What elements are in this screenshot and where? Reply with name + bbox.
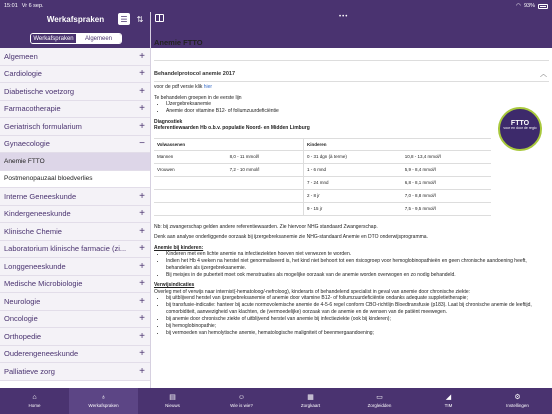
sidebar-list: [0, 48, 151, 381]
table-row: [154, 189, 491, 202]
list-item: • bij uitblijvend herstel van ijzergebreksanemie of anemie door vitamine B12- of foliumzuurdeficiëntie ondanks adequate suppletietherapie;: [166, 295, 549, 302]
pdf-link[interactable]: hier: [203, 84, 213, 90]
sort-icon[interactable]: ⇅: [136, 14, 144, 24]
sidebar-item-algemeen[interactable]: [0, 48, 151, 66]
battery-icon: [538, 4, 548, 9]
table-header-row: [154, 138, 491, 151]
list-item: • bij transfusie-indicatie: hanteer bij acute normovolemische anemie de 4-5-6 regel conform CBO-richtlijn Bloedtransfusie (p183). Laat bij chronische anemie de leeftijd, comorbiditeit, aanwezigheid van klachten, de (vermoedelijke) oorzaak van de anemie en de wensen van de patiënt meewegen.: [166, 302, 549, 315]
sidebar-item-label: Laboratorium klinische farmacie (zi...: [4, 244, 127, 254]
plus-icon[interactable]: +: [139, 103, 145, 115]
sidebar-toggle-icon[interactable]: [155, 14, 164, 22]
pdf-line: [154, 84, 549, 91]
sidebar-item-orthopedie[interactable]: [0, 328, 151, 346]
pdf-prefix: voor de pdf versie klik: [154, 84, 204, 90]
map-icon: ▦: [307, 394, 314, 401]
verw-title: Verwijsindicaties: [154, 282, 195, 289]
tab-bar: [0, 388, 552, 414]
sidebar-item-kindergeneeskunde[interactable]: [0, 206, 151, 224]
list-item: • Anemie door vitamine B12- of foliumzuurdeficiëntie: [166, 108, 549, 115]
plus-icon[interactable]: +: [139, 85, 145, 97]
status-date: Vr 6 sep.: [21, 3, 44, 9]
sidebar-item-label: Oncologie: [4, 314, 38, 324]
gear-icon: ⚙: [514, 394, 521, 401]
table-cell: 6,8 - 8,1 mmol/l: [402, 177, 491, 190]
sidebar-item-farmacotherapie[interactable]: [0, 101, 151, 119]
note-analysis: Denk aan analyse onderliggende oorzaak bij ijzergebreksanemie zie NHG-standaard Anemie en DTO onderwijsprogramma.: [154, 234, 428, 241]
person-icon: ☺: [237, 394, 246, 401]
plus-icon[interactable]: +: [139, 348, 145, 360]
table-cell: Mannen: [154, 151, 227, 164]
table-cell: [154, 189, 227, 202]
ref-title: Referentiewaarden Hb o.b.v. populatie Noord- en Midden Limburg: [154, 125, 310, 131]
reference-table: [154, 138, 491, 216]
megaphone-icon: ◢: [445, 394, 452, 401]
sidebar-item-geriatrisch-formularium[interactable]: [0, 118, 151, 136]
tab-home[interactable]: [0, 388, 69, 414]
table-cell: [227, 189, 304, 202]
tab-zorgleidden[interactable]: [345, 388, 414, 414]
plus-icon[interactable]: +: [139, 68, 145, 80]
page-title: Anemie FTTO: [154, 38, 203, 47]
list-item: • bij vermoeden van hemolytische anemie, hematologische maligniteit of beenmergaandoening;: [166, 330, 549, 337]
table-cell: 2 - 8 jr: [304, 189, 402, 202]
groups-intro: Te behandelen groepen in de eerste lijn: [154, 94, 242, 101]
sidebar-item-label: Geriatrisch formularium: [4, 121, 82, 131]
table-cell: [227, 202, 304, 215]
tab-label: Nieuws: [165, 403, 180, 408]
kids-title: Anemie bij kinderen:: [154, 244, 204, 251]
sidebar-item-anemie-ftto[interactable]: [0, 153, 151, 171]
table-cell: 7,5 - 9,5 mmol/l: [402, 202, 491, 215]
tab-label: Zorgleidden: [367, 403, 392, 408]
sidebar-item-longgeneeskunde[interactable]: [0, 258, 151, 276]
verw-list: [166, 295, 549, 336]
note-pregnancy: Nb: bij zwangerschap gelden andere referentiewaarden. Zie hiervoor NHG standaard Zwangerschap.: [154, 223, 378, 230]
sidebar-item-label: Klinische Chemie: [4, 226, 62, 236]
tab-zorgkaart[interactable]: [276, 388, 345, 414]
tab-label: Home: [28, 403, 41, 408]
sidebar-item-label: Longgeneeskunde: [4, 261, 66, 271]
sidebar-title: Werkafspraken: [46, 15, 105, 24]
sidebar-item-interne-geneeskunde[interactable]: [0, 188, 151, 206]
plus-icon[interactable]: +: [139, 365, 145, 377]
home-icon: ⌂: [32, 394, 37, 401]
divider: [154, 60, 549, 61]
plus-icon[interactable]: +: [139, 295, 145, 307]
chevron-up-icon[interactable]: ︿: [540, 71, 547, 78]
segment-control: [30, 33, 122, 44]
logo-title: FTTO: [510, 120, 530, 127]
list-item: • Kinderen met een lichte anemie na infectieziekten hoeven niet verwezen te worden.: [166, 251, 549, 258]
wifi-icon: ◠: [516, 3, 521, 9]
sidebar-item-label: Ouderengeneeskunde: [4, 349, 79, 359]
table-cell: [154, 177, 227, 190]
sidebar-item-label: Medische Microbiologie: [4, 279, 83, 289]
column-header: [227, 138, 304, 151]
more-dots-icon[interactable]: •••: [339, 14, 349, 20]
sidebar-item-label: Postmenopauzaal bloedverlies: [4, 175, 93, 183]
list-view-icon[interactable]: ☰: [118, 13, 130, 25]
sidebar-item-ouderengeneeskunde[interactable]: [0, 346, 151, 364]
plus-icon[interactable]: +: [139, 243, 145, 255]
tab-label: Instellingen: [506, 403, 529, 408]
tab-label: Zorgkaart: [300, 403, 321, 408]
plus-icon[interactable]: +: [139, 330, 145, 342]
table-cell: 9 - 15 jr: [304, 202, 402, 215]
tab-werkafspraken[interactable]: [69, 388, 138, 414]
list-item: • bij anemie door chronische ziekte of uitblijvend herstel van anemie bij infectieziekte (ook bij kinderen);: [166, 316, 549, 323]
sidebar-header: [0, 12, 150, 48]
plus-icon[interactable]: +: [139, 313, 145, 325]
list-item: • IJzergebreksanemie: [166, 101, 549, 108]
list-item: • Indien het Hb 4 weken na herstel niet genormaliseerd is, het kind niet behoort tot een risicogroep voor hemoglobinopathieën en geen chronische aandoening heeft, behandelen als ijzergebreksanemie.: [166, 258, 549, 271]
sidebar-item-medische-microbiologie[interactable]: [0, 276, 151, 294]
sidebar-item-label: Cardiologie: [4, 69, 42, 79]
sidebar-item-label: Kindergeneeskunde: [4, 209, 71, 219]
table-cell: Vrouwen: [154, 164, 227, 177]
plus-icon[interactable]: +: [139, 278, 145, 290]
status-time: 15:01: [4, 3, 18, 9]
verw-intro: Overleg met of verwijs naar internist(-hematoloog/-nefroloog), kinderarts of behandelend specialist in geval van anemie door chronische ziekte:: [154, 288, 470, 295]
battery-percentage: 93%: [523, 3, 535, 9]
table-cell: 7 - 24 mnd: [304, 177, 402, 190]
sidebar-item-postmenopauzaal-bloedverlies[interactable]: [0, 171, 151, 189]
column-header: Volwassenen: [154, 138, 227, 151]
sidebar-item-label: Algemeen: [4, 51, 38, 61]
bed-icon: ▭: [376, 394, 383, 401]
stethoscope-icon: ♁: [100, 394, 107, 401]
list-item: • Bij meisjes in de puberteit moet ook menstruaties als mogelijke oorzaak van de anemie worden overwogen en zo nodig behandeld.: [166, 272, 549, 279]
plus-icon[interactable]: +: [139, 225, 145, 237]
minus-icon[interactable]: −: [139, 138, 145, 150]
sidebar-item-label: Diabetische voetzorg: [4, 86, 75, 96]
table-cell: [154, 202, 227, 215]
sidebar-item-gynaecologie[interactable]: [0, 136, 151, 154]
sidebar-item-neurologie[interactable]: [0, 293, 151, 311]
table-cell: 8,0 - 11 mmol/l: [227, 151, 304, 164]
news-icon: ▤: [169, 394, 176, 401]
column-header: Kinderen: [304, 138, 402, 151]
sidebar-item-label: Anemie FTTO: [4, 157, 45, 165]
diagnostiek-title: Diagnostiek: [154, 118, 183, 125]
list-item: • bij hemoglobinopathie;: [166, 323, 549, 330]
tab-wie-is-wie[interactable]: [207, 388, 276, 414]
table-row: [154, 151, 491, 164]
status-bar: [0, 0, 552, 12]
sidebar-item-cardiologie[interactable]: [0, 66, 151, 84]
table-cell: [227, 177, 304, 190]
sidebar-item-laboratorium-klinische-farmacie-zi[interactable]: [0, 241, 151, 259]
segment-algemeen[interactable]: Algemeen: [76, 34, 121, 43]
content-pane: [151, 12, 552, 388]
table-cell: 5,9 - 8,4 mmol/l: [402, 164, 491, 177]
logo-subtitle: voor en door de regio: [503, 126, 537, 130]
tab-tim[interactable]: [414, 388, 483, 414]
table-cell: 10,8 - 13,4 mmol/l: [402, 151, 491, 164]
table-cell: 1 - 6 mnd: [304, 164, 402, 177]
tab-label: Werkafspraken: [88, 403, 119, 408]
sidebar-item-label: Palliatieve zorg: [4, 366, 55, 376]
groups-list: [166, 101, 549, 115]
segment-werkafspraken[interactable]: Werkafspraken: [31, 34, 76, 43]
plus-icon[interactable]: +: [139, 260, 145, 272]
sidebar-item-oncologie[interactable]: [0, 311, 151, 329]
kids-list: [166, 251, 549, 278]
content-body: [154, 84, 549, 337]
column-header: [402, 138, 491, 151]
tab-label: Wie is wie?: [230, 403, 253, 408]
table-cell: 7,2 - 10 mmol/l: [227, 164, 304, 177]
tab-label: TIM: [444, 403, 453, 408]
sidebar-item-klinische-chemie[interactable]: [0, 223, 151, 241]
sidebar-item-label: Farmacotherapie: [4, 104, 61, 114]
sidebar-item-diabetische-voetzorg[interactable]: [0, 83, 151, 101]
section-title[interactable]: Behandelprotocol anemie 2017: [154, 71, 235, 77]
tab-nieuws[interactable]: [138, 388, 207, 414]
table-row: [154, 177, 491, 190]
sidebar-item-palliatieve-zorg[interactable]: [0, 363, 151, 381]
table-cell: 0 - 31 dgn (à terme): [304, 151, 402, 164]
plus-icon[interactable]: +: [139, 190, 145, 202]
tab-instellingen[interactable]: [483, 388, 552, 414]
table-row: [154, 202, 491, 215]
content-header: [151, 12, 552, 48]
plus-icon[interactable]: +: [139, 120, 145, 132]
divider: [154, 81, 549, 82]
sidebar-item-label: Neurologie: [4, 296, 41, 306]
sidebar-item-label: Orthopedie: [4, 331, 42, 341]
sidebar-item-label: Interne Geneeskunde: [4, 191, 77, 201]
table-row: [154, 164, 491, 177]
plus-icon[interactable]: +: [139, 208, 145, 220]
sidebar-item-label: Gynaecologie: [4, 139, 50, 149]
table-cell: 7,0 - 8,8 mmol/l: [402, 189, 491, 202]
sidebar: [0, 12, 151, 388]
plus-icon[interactable]: +: [139, 50, 145, 62]
